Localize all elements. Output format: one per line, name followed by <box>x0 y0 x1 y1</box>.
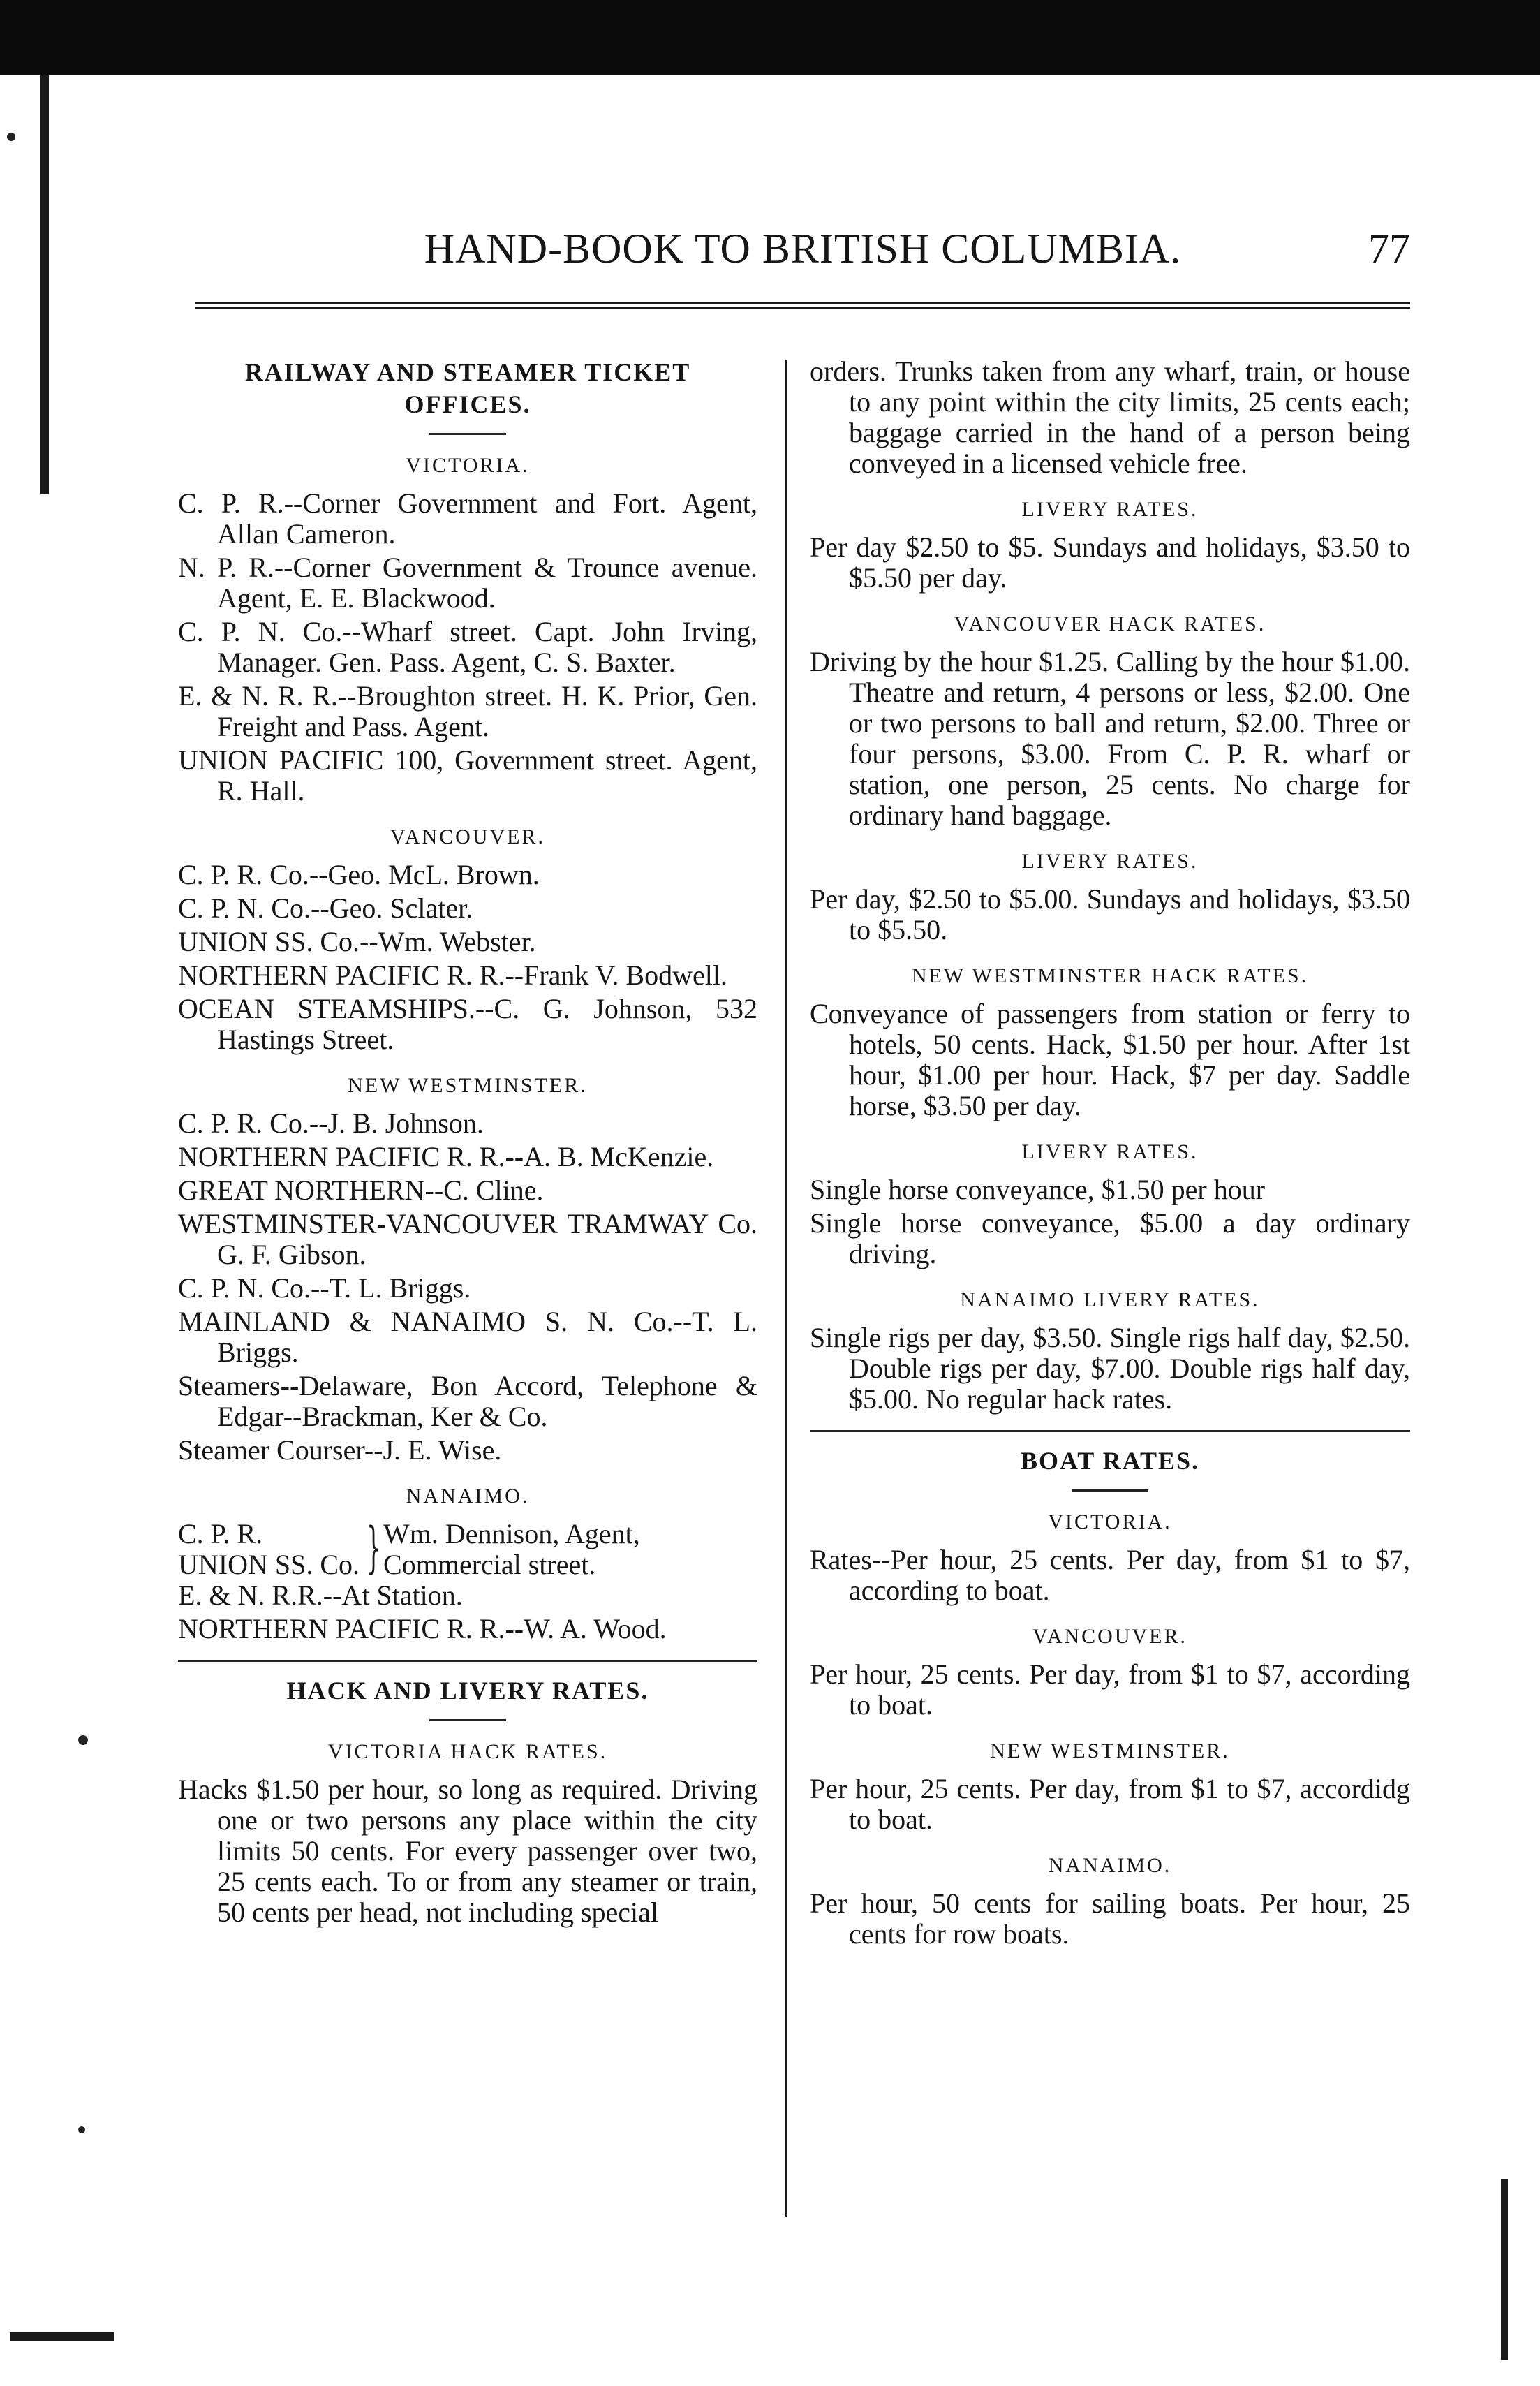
new-westminster-label: NEW WESTMINSTER. <box>348 1074 588 1097</box>
section-label: VANCOUVER. <box>1032 1625 1187 1648</box>
list-item: C. P. N. Co.--Wharf street. Capt. John Irving, Manager. Gen. Pass. Agent, C. S. Baxter. <box>178 616 757 678</box>
list-item: E. & N. R. R.--Broughton street. H. K. Prior, Gen. Freight and Pass. Agent. <box>178 680 757 742</box>
header-rule <box>195 302 1410 309</box>
list-item: N. P. R.--Corner Government & Trounce avenue. Agent, E. E. Blackwood. <box>178 552 757 614</box>
scan-top-border <box>0 0 1540 75</box>
paragraph: Per hour, 25 cents. Per day, from $1 to $7, according to boat. <box>810 1658 1410 1721</box>
list-item: C. P. R. <box>178 1518 263 1549</box>
ticket-offices-heading: RAILWAY AND STEAMER TICKET OFFICES. <box>244 358 691 418</box>
short-rule <box>429 433 506 435</box>
bracket-names <box>178 1519 360 1580</box>
victoria-label: VICTORIA. <box>406 454 530 477</box>
section-label: NANAIMO. <box>1048 1854 1172 1877</box>
list-item: Steamer Courser--J. E. Wise. <box>178 1434 502 1466</box>
section-label: NEW WESTMINSTER HACK RATES. <box>911 964 1309 987</box>
list-item: C. P. R. Co.--Geo. McL. Brown. <box>178 859 540 890</box>
list-item: UNION SS. Co.--Wm. Webster. <box>178 926 536 957</box>
left-column <box>178 356 757 1931</box>
section-label: NANAIMO LIVERY RATES. <box>960 1288 1260 1311</box>
page-number: 77 <box>1368 226 1410 272</box>
section-label: VICTORIA. <box>1048 1510 1172 1533</box>
bracket-agent <box>383 1519 640 1580</box>
page-header <box>195 218 1410 281</box>
list-item: WESTMINSTER-VANCOUVER TRAMWAY Co. G. F. Gibson. <box>178 1208 757 1270</box>
list-item: UNION SS. Co. <box>178 1549 360 1580</box>
right-column <box>810 356 1410 1952</box>
section-label: LIVERY RATES. <box>1021 498 1199 521</box>
running-title: HAND-BOOK TO BRITISH COLUMBIA. <box>424 226 1182 272</box>
section-label: LIVERY RATES. <box>1021 850 1199 873</box>
scan-speck <box>7 133 15 141</box>
list-item: C. P. N. Co.--T. L. Briggs. <box>178 1272 471 1304</box>
section-label: VANCOUVER HACK RATES. <box>954 612 1266 635</box>
section-label: LIVERY RATES. <box>1021 1140 1199 1163</box>
paragraph-line: Single horse conveyance, $1.50 per hour <box>810 1174 1266 1205</box>
nanaimo-label: NANAIMO. <box>406 1485 530 1508</box>
scan-corner-mark <box>10 2332 114 2341</box>
list-item: NORTHERN PACIFIC R. R.--A. B. McKenzie. <box>178 1141 714 1172</box>
list-item: C. P. R. Co.--J. B. Johnson. <box>178 1107 484 1139</box>
agent-line: Wm. Dennison, Agent, <box>383 1518 640 1549</box>
victoria-hack-label: VICTORIA HACK RATES. <box>327 1740 608 1763</box>
paragraph: Driving by the hour $1.25. Calling by the hour $1.00. Theatre and return, 4 persons or less, $2.00. One or two persons to ball and return, $2.00. Three or four persons, $3.00. From C. P. R. wharf or station, one person, 25 cents. No charge for ordinary hand baggage. <box>810 646 1410 831</box>
scan-speck <box>78 2126 85 2133</box>
scan-speck <box>78 1735 88 1745</box>
column-divider <box>785 360 787 2217</box>
list-item: GREAT NORTHERN--C. Cline. <box>178 1174 544 1206</box>
section-label: NEW WESTMINSTER. <box>990 1739 1230 1762</box>
list-item: MAINLAND & NANAIMO S. N. Co.--T. L. Briggs. <box>178 1306 757 1368</box>
paragraph: Conveyance of passengers from station or ferry to hotels, 50 cents. Hack, $1.50 per hour. After 1st hour, $1.00 per hour. Hack, $7 per day. Saddle horse, $3.50 per day. <box>810 998 1410 1121</box>
boat-rates-heading: BOAT RATES. <box>1020 1447 1200 1475</box>
scan-right-edge-mark <box>1501 2179 1508 2360</box>
nanaimo-bracket-entry <box>178 1519 757 1580</box>
paragraph: Per day, $2.50 to $5.00. Sundays and holidays, $3.50 to $5.50. <box>810 883 1410 945</box>
paragraph: Per hour, 25 cents. Per day, from $1 to $7, accordidg to boat. <box>810 1773 1410 1835</box>
list-item: C. P. N. Co.--Geo. Sclater. <box>178 892 473 924</box>
paragraph: Hacks $1.50 per hour, so long as required. Driving one or two persons any place within the city limits 50 cents. For every passenger over two, 25 cents each. To or from any steamer or train, 50 cents per head, not including special <box>178 1774 757 1928</box>
list-item: UNION PACIFIC 100, Government street. Agent, R. Hall. <box>178 744 757 807</box>
paragraph: orders. Trunks taken from any wharf, train, or house to any point within the city limits, 25 cents each; baggage carried in the hand of a person being conveyed in a licensed vehicle free. <box>810 355 1410 479</box>
paragraph: Per day $2.50 to $5. Sundays and holidays, $3.50 to $5.50 per day. <box>810 531 1410 594</box>
brace-icon: } <box>367 1517 381 1579</box>
list-item: NORTHERN PACIFIC R. R.--Frank V. Bodwell. <box>178 959 727 991</box>
hack-livery-heading: HACK AND LIVERY RATES. <box>286 1677 649 1704</box>
list-item: E. & N. R.R.--At Station. <box>178 1579 463 1611</box>
paragraph: Rates--Per hour, 25 cents. Per day, from $1 to $7, according to boat. <box>810 1544 1410 1606</box>
list-item: C. P. R.--Corner Government and Fort. Agent, Allan Cameron. <box>178 487 757 550</box>
section-rule <box>178 1660 757 1662</box>
scan-left-border <box>40 75 49 494</box>
list-item: Steamers--Delaware, Bon Accord, Telephone & Edgar--Brackman, Ker & Co. <box>178 1370 757 1432</box>
paragraph-line: Single horse conveyance, $5.00 a day ordinary driving. <box>810 1207 1410 1269</box>
paragraph: Single rigs per day, $3.50. Single rigs half day, $2.50. Double rigs per day, $7.00. Double rigs half day, $5.00. No regular hack rates. <box>810 1322 1410 1415</box>
agent-line: Commercial street. <box>383 1549 596 1580</box>
short-rule <box>429 1719 506 1721</box>
section-rule <box>810 1430 1410 1432</box>
list-item: OCEAN STEAMSHIPS.--C. G. Johnson, 532 Hastings Street. <box>178 993 757 1055</box>
paragraph: Per hour, 50 cents for sailing boats. Per hour, 25 cents for row boats. <box>810 1887 1410 1950</box>
list-item: NORTHERN PACIFIC R. R.--W. A. Wood. <box>178 1613 667 1644</box>
vancouver-label: VANCOUVER. <box>390 825 545 848</box>
short-rule <box>1072 1489 1148 1492</box>
